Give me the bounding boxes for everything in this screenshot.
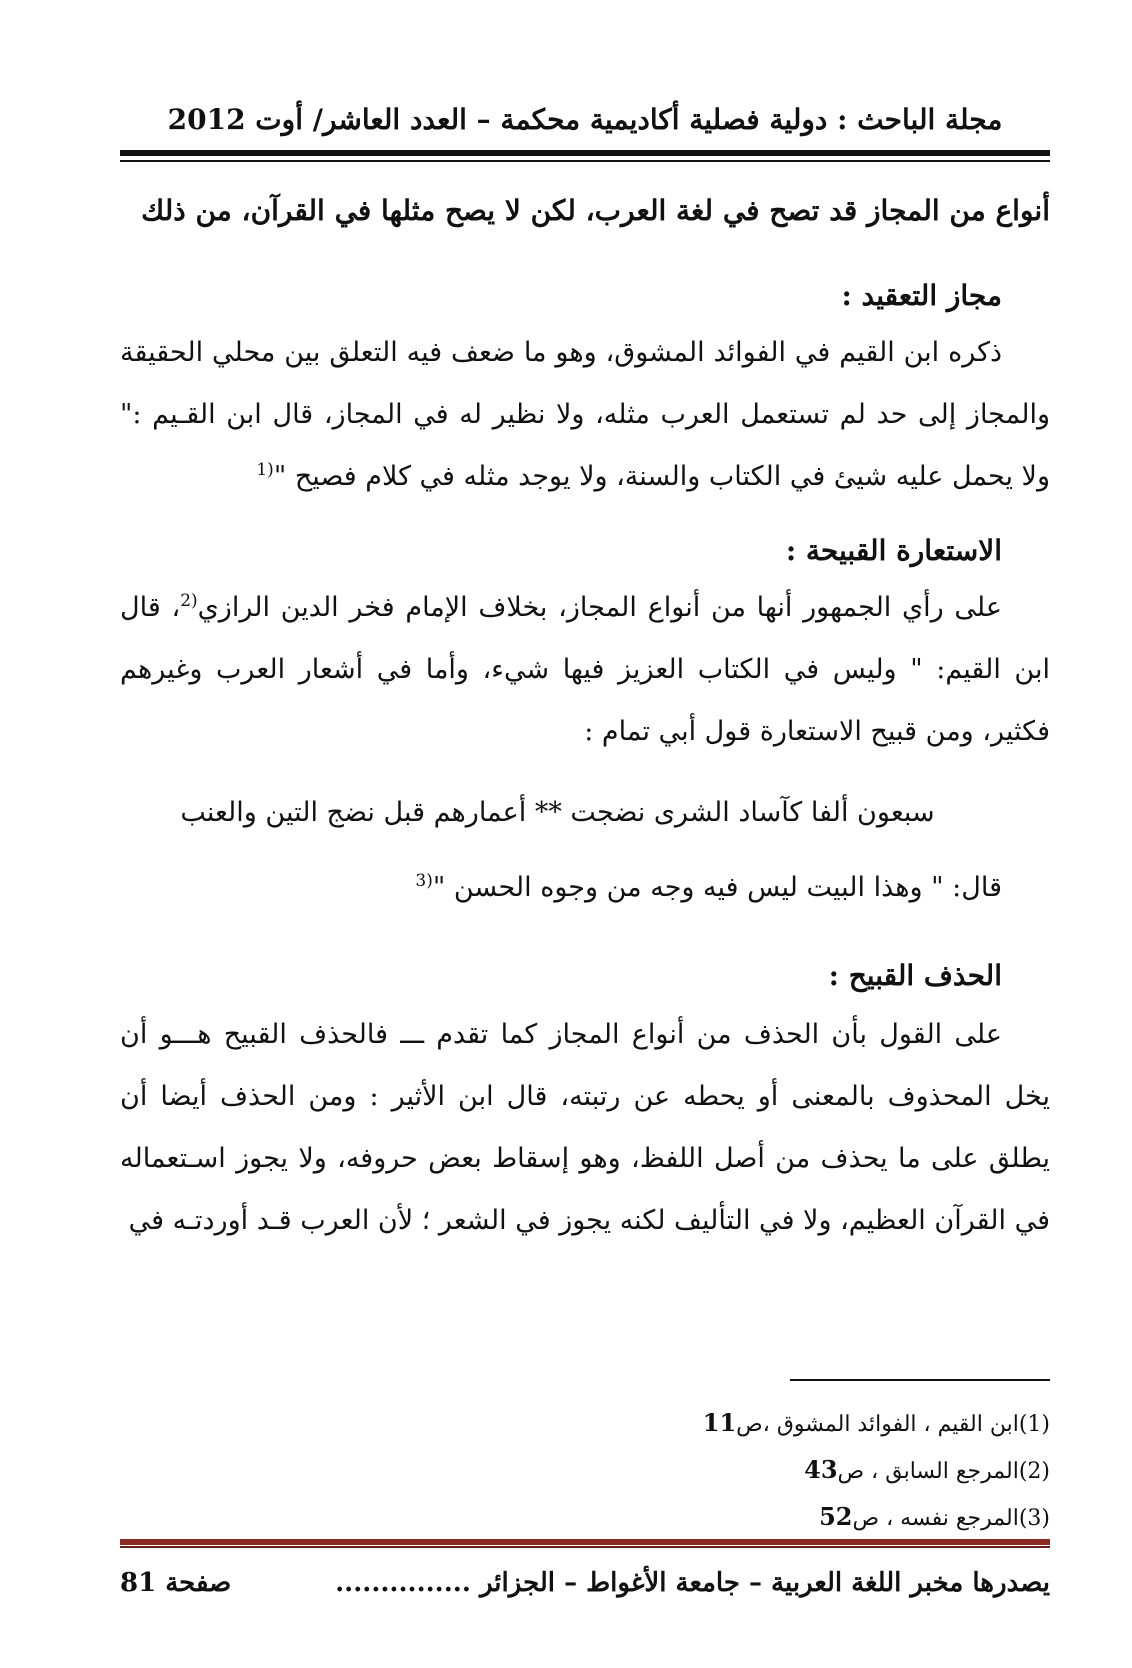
footer-divider-dark xyxy=(120,1546,1050,1548)
footnote-reference: (2 xyxy=(180,591,198,611)
footnote-page-number: 52 xyxy=(819,1502,853,1531)
footnote-page-number: 43 xyxy=(804,1455,838,1484)
section-paragraph-complex-metaphor xyxy=(120,322,1050,508)
poetry-verse: سبعون ألفا كآساد الشرى نضجت ** أعمارهم قبل نضج التين والعنب xyxy=(180,797,935,828)
lead-sentence: أنواع من المجاز قد تصح في لغة العرب، لكن لا يصح مثلها في القرآن، من ذلك xyxy=(141,194,1050,227)
quote-line xyxy=(415,867,1002,909)
footnote-page-number: 11 xyxy=(702,1408,737,1437)
footnote-reference: (1 xyxy=(256,460,274,480)
footnote-item xyxy=(120,1494,1050,1541)
section-paragraph-ugly-metaphor xyxy=(120,577,1050,763)
document-page xyxy=(120,80,1050,1640)
footnote-item xyxy=(120,1400,1050,1447)
header-divider-thick xyxy=(120,150,1050,156)
footnote-text: (2)المرجع السابق ، ص xyxy=(837,1459,1050,1484)
page-footer xyxy=(120,1568,1050,1608)
footnote-divider xyxy=(790,1379,1050,1381)
section-heading-complex-metaphor: مجاز التعقيد : xyxy=(841,279,1002,312)
paragraph-text: ذكره ابن القيم في الفوائد المشوق، وهو ما ضعف فيه التعلق بين محلي الحقيقة والمجاز إلى حد لم تستعمل العرب مثله، ولا نظير له في المجاز، قال ابن القـيم :" ولا يحمل عليه شيئ في الكتاب والسنة، ولا يوجد مثله في كلام فصيح " xyxy=(120,337,1050,492)
footer-publisher: يصدرها مخبر اللغة العربية – جامعة الأغواط – الجزائر ............... xyxy=(335,1568,1050,1598)
footnote-text: (1)ابن القيم ، الفوائد المشوق ،ص xyxy=(736,1412,1050,1437)
quote-text: قال: " وهذا البيت ليس فيه وجه من وجوه الحسن " xyxy=(432,872,1002,903)
section-paragraph-ugly-ellipsis: على القول بأن الحذف من أنواع المجاز كما تقدم ـــ فالحذف القبيح هـــو أن يخل المحذوف بالمعنى أو يحطه عن رتبته، قال ابن الأثير : ومن الحذف أيضا أن يطلق على ما يحذف من أصل اللفظ، وهو إسقاط بعض حروفه، ولا يجوز اسـتعماله في القرآن العظيم، ولا في التأليف لكنه يجوز في الشعر ؛ لأن العرب قـد أوردتـه في xyxy=(120,1019,1050,1236)
footnotes-block xyxy=(120,1400,1050,1541)
header-divider-thin xyxy=(120,160,1050,162)
paragraph-text: على رأي الجمهور أنها من أنواع المجاز، بخلاف الإمام فخر الدين الرازي xyxy=(197,592,1002,623)
footnote-reference: (3 xyxy=(415,871,433,891)
footnote-text: (3)المرجع نفسه ، ص xyxy=(852,1506,1050,1531)
footnote-item xyxy=(120,1447,1050,1494)
footer-divider-red xyxy=(120,1539,1050,1545)
journal-header: مجلة الباحث : دولية فصلية أكاديمية محكمة – العدد العاشر/ أوت 2012 xyxy=(167,103,1003,136)
page-number-label: صفحة 81 xyxy=(120,1568,232,1598)
section-heading-ugly-metaphor: الاستعارة القبيحة : xyxy=(785,534,1002,567)
paragraph-text-continued: ، قال ابن القيم: " وليس في الكتاب العزيز فيها شيء، وأما في أشعار العرب وغيرهم فكثير، ومن قبيح الاستعارة قول أبي تمام : xyxy=(120,592,1050,747)
section-heading-ugly-ellipsis: الحذف القبيح : xyxy=(828,959,1002,992)
